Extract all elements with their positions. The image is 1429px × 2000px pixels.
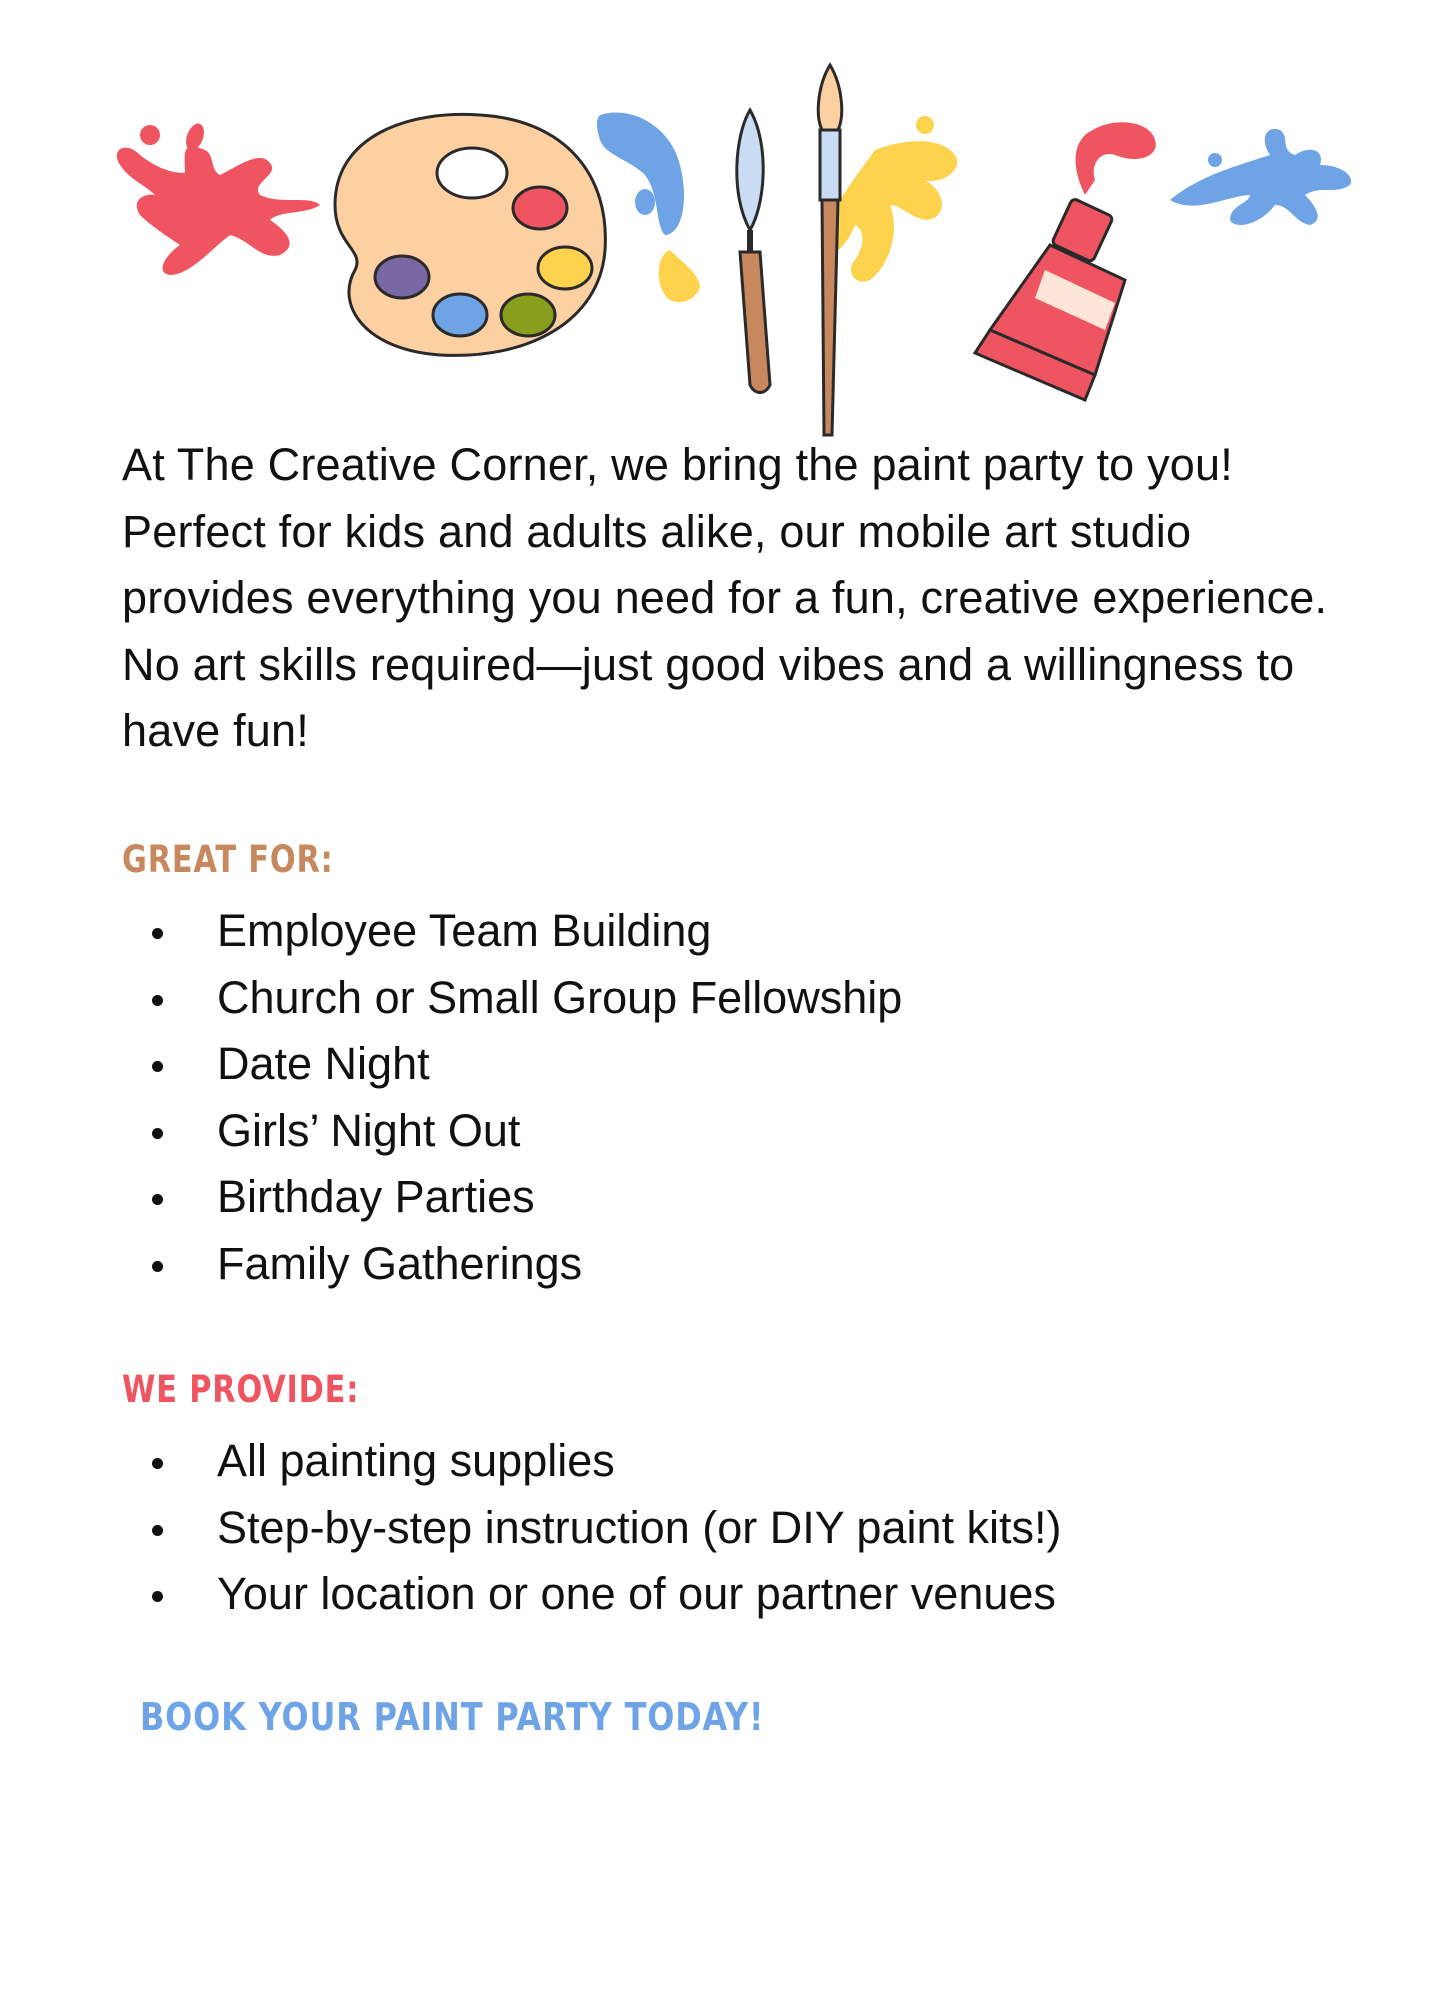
blue-splash-icon bbox=[597, 112, 684, 235]
paint-tube-icon bbox=[975, 122, 1156, 400]
palette-knife-icon bbox=[737, 110, 770, 393]
list-item: Step-by-step instruction (or DIY paint kits!) bbox=[122, 1495, 1062, 1562]
red-splash-icon bbox=[117, 121, 320, 275]
list-item: Church or Small Group Fellowship bbox=[122, 965, 902, 1032]
paintbrush-icon bbox=[818, 65, 841, 435]
great-for-list bbox=[122, 898, 902, 1297]
list-item: Date Night bbox=[122, 1031, 902, 1098]
list-item: Your location or one of our partner venues bbox=[122, 1561, 1062, 1628]
list-item: Family Gatherings bbox=[122, 1231, 902, 1298]
we-provide-heading: WE PROVIDE: bbox=[122, 1368, 360, 1411]
list-item: Employee Team Building bbox=[122, 898, 902, 965]
we-provide-list bbox=[122, 1428, 1062, 1628]
paint-palette-icon bbox=[335, 114, 605, 355]
intro-paragraph: At The Creative Corner, we bring the paint party to you! Perfect for kids and adults alike, our mobile art studio provides everything you need for a fun, creative experience. No art skills required—just good vibes and a willingness to have fun! bbox=[122, 439, 1328, 756]
list-item: Birthday Parties bbox=[122, 1164, 902, 1231]
yellow-splash-icon bbox=[659, 116, 958, 302]
list-item: All painting supplies bbox=[122, 1428, 1062, 1495]
book-paint-party-cta[interactable]: BOOK YOUR PAINT PARTY TODAY! bbox=[140, 1695, 765, 1739]
great-for-heading: GREAT FOR: bbox=[122, 838, 334, 881]
list-item: Girls’ Night Out bbox=[122, 1098, 902, 1165]
blue-splash-right-icon bbox=[1170, 129, 1351, 225]
art-supplies-illustration bbox=[110, 55, 1360, 445]
